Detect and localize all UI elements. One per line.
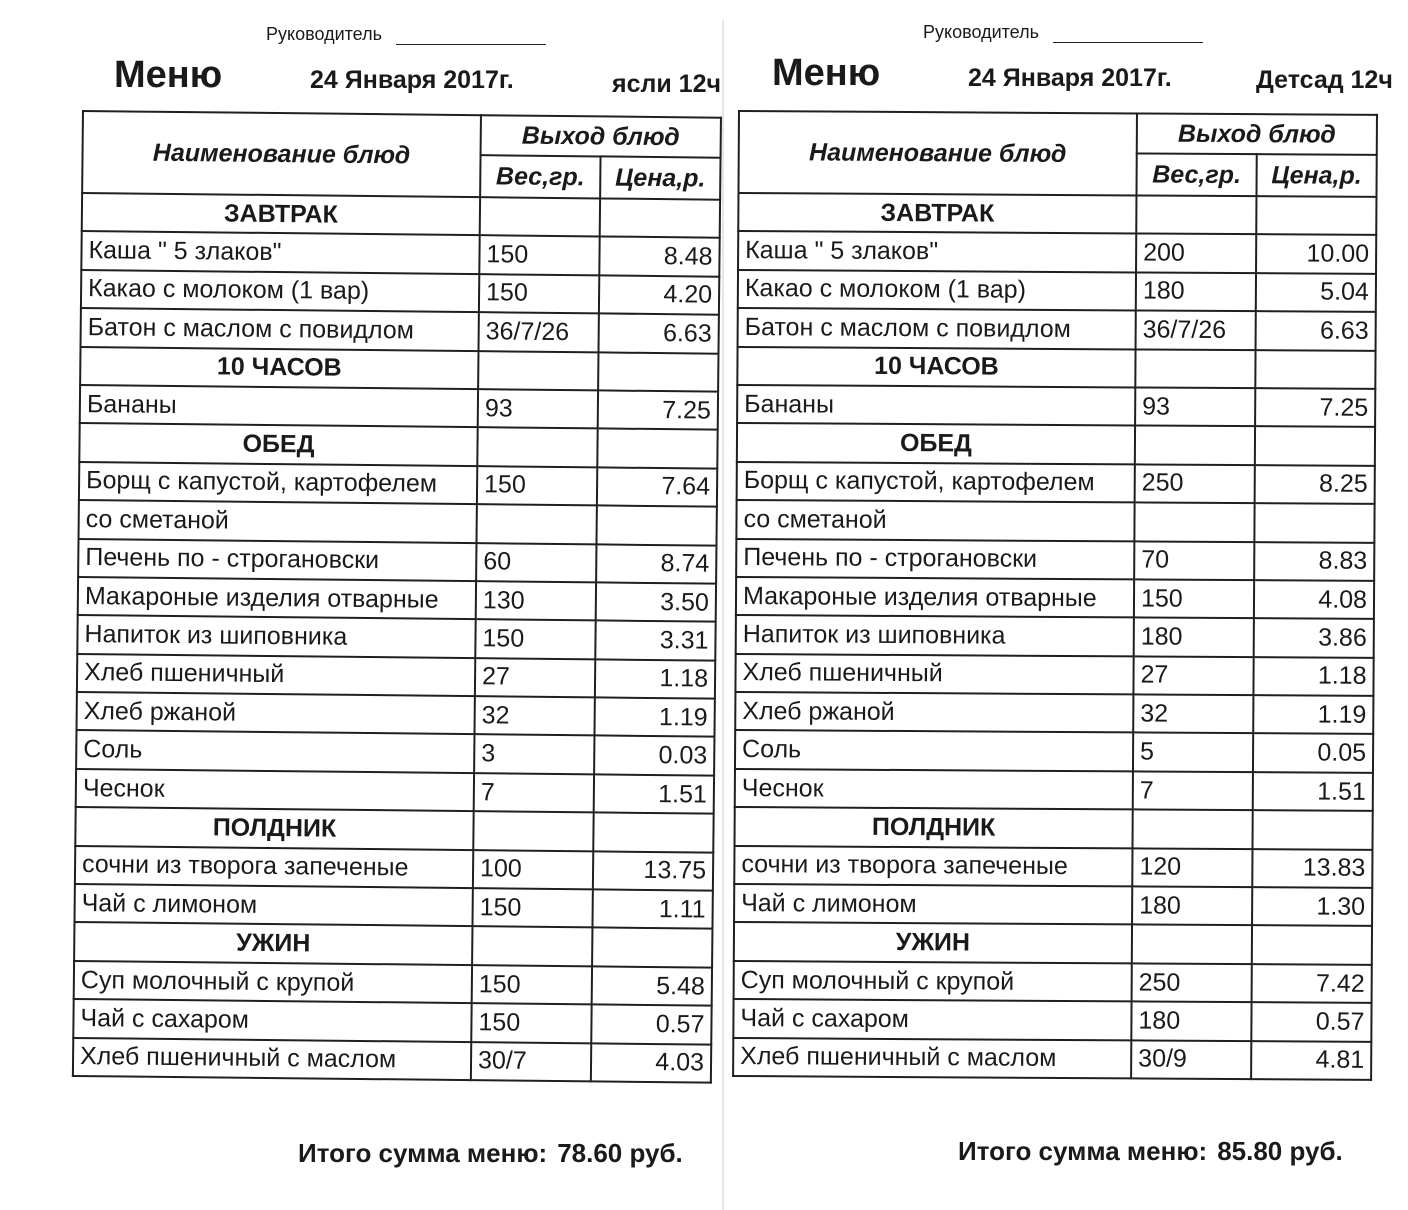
dish-price: 6.63 <box>598 314 718 354</box>
table-row <box>79 462 717 507</box>
price-cell <box>598 352 718 392</box>
total-amount: 85.80 руб. <box>1217 1136 1343 1166</box>
dish-weight: 3 <box>474 735 594 775</box>
dish-price: 4.20 <box>599 275 719 315</box>
menu-title: Меню <box>772 52 881 94</box>
header-dish-name: Наименование блюд <box>738 111 1136 195</box>
table-row <box>734 961 1372 1003</box>
table-row <box>736 539 1374 581</box>
dish-weight: 36/7/26 <box>479 312 599 352</box>
dish-price: 4.81 <box>1251 1041 1371 1080</box>
weight-cell <box>473 811 593 851</box>
table-row <box>76 730 714 775</box>
dish-weight: 93 <box>1135 387 1255 426</box>
dish-price: 13.83 <box>1252 849 1372 888</box>
section-row <box>735 807 1373 849</box>
table-row <box>735 730 1373 772</box>
dish-weight: 60 <box>476 543 596 583</box>
section-title: ОБЕД <box>737 423 1135 464</box>
price-cell <box>1256 196 1376 235</box>
section-row <box>79 423 717 468</box>
dish-weight: 150 <box>471 1003 591 1043</box>
header-yield: Выход блюд <box>481 115 721 158</box>
dish-name: Суп молочный с крупой <box>734 961 1132 1002</box>
menu-title-row <box>114 52 754 104</box>
dish-name: Борщ с капустой, картофелем <box>79 462 477 505</box>
dish-weight <box>476 504 596 544</box>
dish-name: Чай с сахаром <box>733 999 1131 1040</box>
dish-weight: 32 <box>1133 695 1253 734</box>
dish-name: Печень по - строгановски <box>78 539 476 582</box>
dish-name: Чеснок <box>76 769 474 812</box>
dish-price: 1.19 <box>594 697 714 737</box>
table-row <box>79 500 717 545</box>
dish-price: 5.04 <box>1256 273 1376 312</box>
table-row <box>75 846 713 891</box>
weight-cell <box>1132 925 1252 964</box>
dish-price: 0.57 <box>1251 1002 1371 1041</box>
section-row <box>80 347 718 392</box>
total-label: Итого сумма меню: <box>298 1138 548 1168</box>
dish-price: 0.05 <box>1253 734 1373 773</box>
table-header-row <box>83 111 721 158</box>
dish-name: Хлеб ржаной <box>735 692 1133 733</box>
dish-price: 1.30 <box>1252 887 1372 926</box>
dish-name: Борщ с капустой, картофелем <box>737 462 1135 503</box>
table-row <box>73 1038 711 1083</box>
table-row <box>738 231 1376 273</box>
dish-name: Суп молочный с крупой <box>74 961 472 1004</box>
section-title: ЗАВТРАК <box>738 193 1136 234</box>
dish-price: 1.18 <box>1253 657 1373 696</box>
section-title: 10 ЧАСОВ <box>80 347 478 390</box>
price-cell <box>1255 350 1375 389</box>
table-row <box>77 615 715 660</box>
table-row <box>733 1038 1371 1080</box>
table-row <box>77 692 715 737</box>
table-row <box>736 500 1374 542</box>
dish-name: со сметаной <box>79 500 477 543</box>
header-dish-name: Наименование блюд <box>82 111 481 197</box>
manager-signature-line <box>266 24 546 45</box>
price-cell <box>1252 810 1372 849</box>
dish-weight <box>1134 503 1254 542</box>
dish-price: 8.48 <box>599 237 719 277</box>
dish-weight: 180 <box>1134 618 1254 657</box>
dish-price <box>1254 503 1374 542</box>
dish-weight: 27 <box>1133 656 1253 695</box>
dish-weight: 5 <box>1133 733 1253 772</box>
dish-name: сочни из творога запеченые <box>734 846 1132 887</box>
table-row <box>76 769 714 814</box>
table-row <box>738 308 1376 350</box>
table-row <box>734 846 1372 888</box>
dish-name: Какао с молоком (1 вар) <box>81 270 479 313</box>
manager-signature-line <box>923 22 1203 43</box>
header-yield: Выход блюд <box>1137 113 1377 154</box>
dish-weight: 150 <box>472 965 592 1005</box>
dish-weight: 130 <box>476 581 596 621</box>
table-row <box>735 769 1373 811</box>
dish-name: Соль <box>76 730 474 773</box>
menu-title: Меню <box>114 54 223 96</box>
price-cell <box>593 813 713 853</box>
dish-name: Соль <box>735 730 1133 771</box>
table-row <box>738 270 1376 312</box>
table-row <box>81 231 719 276</box>
table-row <box>81 308 719 353</box>
dish-name: Напиток из шиповника <box>736 615 1134 656</box>
dish-price: 1.19 <box>1253 695 1373 734</box>
menu-date: 24 Января 2017г. <box>310 66 514 94</box>
dish-name: со сметаной <box>736 500 1134 541</box>
dish-price: 7.42 <box>1252 964 1372 1003</box>
menu-group: ясли 12ч <box>612 70 722 98</box>
dish-name: Бананы <box>737 385 1135 426</box>
dish-name: Напиток из шиповника <box>77 615 475 658</box>
dish-name: Чай с лимоном <box>74 884 472 927</box>
dish-weight: 100 <box>473 850 593 890</box>
weight-cell <box>477 428 597 468</box>
dish-name: Чеснок <box>735 769 1133 810</box>
dish-weight: 36/7/26 <box>1136 311 1256 350</box>
table-row <box>78 539 716 584</box>
table-row <box>77 654 715 699</box>
dish-name: Каша " 5 злаков" <box>738 231 1136 272</box>
dish-price: 7.25 <box>1255 388 1375 427</box>
price-cell <box>597 429 717 469</box>
total-label: Итого сумма меню: <box>958 1136 1208 1166</box>
table-row <box>74 884 712 929</box>
dish-weight: 150 <box>479 274 599 314</box>
section-title: ОБЕД <box>79 423 477 466</box>
menu-total <box>298 1138 683 1169</box>
weight-cell <box>1135 426 1255 465</box>
weight-cell <box>480 197 600 237</box>
price-cell <box>1252 926 1372 965</box>
dish-name: Чай с лимоном <box>734 884 1132 925</box>
dish-name: Батон с маслом с повидлом <box>738 308 1136 349</box>
section-row <box>734 922 1372 964</box>
dish-price: 8.25 <box>1255 465 1375 504</box>
section-title: УЖИН <box>74 922 472 965</box>
section-row <box>737 423 1375 465</box>
menu-total <box>958 1136 1343 1167</box>
dish-price: 7.25 <box>598 390 718 430</box>
table-row <box>736 577 1374 619</box>
price-cell <box>1255 427 1375 466</box>
dish-weight: 93 <box>478 389 598 429</box>
manager-label: Руководитель <box>266 24 382 44</box>
section-row <box>75 807 713 852</box>
table-row <box>73 999 711 1044</box>
dish-name: Бананы <box>80 385 478 428</box>
menu-sheet-kindergarten <box>728 0 1393 1210</box>
dish-weight: 70 <box>1134 541 1254 580</box>
dish-name: Каша " 5 злаков" <box>81 231 479 274</box>
dish-price: 1.51 <box>1253 772 1373 811</box>
section-title: УЖИН <box>734 922 1132 963</box>
menu-date: 24 Января 2017г. <box>968 64 1172 92</box>
dish-name: Батон с маслом с повидлом <box>81 308 479 351</box>
dish-weight: 200 <box>1136 234 1256 273</box>
table-row <box>78 577 716 622</box>
manager-label: Руководитель <box>923 22 1039 42</box>
header-weight: Вес,гр. <box>1136 153 1256 196</box>
menu-sheet-nursery <box>70 0 730 1210</box>
dish-name: Чай с сахаром <box>73 999 471 1042</box>
dish-weight: 180 <box>1131 1002 1251 1041</box>
table-row <box>735 692 1373 734</box>
dish-weight: 250 <box>1132 963 1252 1002</box>
dish-price: 7.64 <box>597 467 717 507</box>
header-price: Цена,р. <box>600 156 720 199</box>
dish-weight: 32 <box>474 696 594 736</box>
dish-weight: 30/9 <box>1131 1040 1251 1079</box>
weight-cell <box>478 351 598 391</box>
table-row <box>80 385 718 430</box>
dish-name: Хлеб пшеничный <box>735 654 1133 695</box>
table-row <box>737 385 1375 427</box>
weight-cell <box>472 927 592 967</box>
dish-price: 1.18 <box>595 659 715 699</box>
dish-price: 8.74 <box>596 544 716 584</box>
dish-price: 10.00 <box>1256 235 1376 274</box>
dish-price: 0.03 <box>594 736 714 776</box>
price-cell <box>600 198 720 238</box>
menu-table-body <box>733 111 1377 1080</box>
total-amount: 78.60 руб. <box>557 1138 683 1168</box>
dish-price: 3.50 <box>596 582 716 622</box>
menu-title-row <box>772 50 1408 102</box>
dish-weight: 27 <box>475 658 595 698</box>
dish-name: Какао с молоком (1 вар) <box>738 270 1136 311</box>
section-title: ПОЛДНИК <box>75 807 473 850</box>
signature-blank <box>1053 24 1203 43</box>
weight-cell <box>1132 810 1252 849</box>
signature-blank <box>396 26 546 45</box>
section-row <box>74 922 712 967</box>
dish-name: Хлеб пшеничный с маслом <box>733 1038 1131 1079</box>
price-cell <box>592 928 712 968</box>
dish-weight: 150 <box>475 619 595 659</box>
dish-price: 8.83 <box>1254 542 1374 581</box>
dish-price: 3.86 <box>1254 618 1374 657</box>
section-title: ПОЛДНИК <box>735 807 1133 848</box>
table-row <box>734 884 1372 926</box>
dish-weight: 120 <box>1132 848 1252 887</box>
table-row <box>736 615 1374 657</box>
dish-weight: 150 <box>472 888 592 928</box>
dish-weight: 150 <box>477 466 597 506</box>
dish-weight: 250 <box>1135 464 1255 503</box>
dish-weight: 7 <box>474 773 594 813</box>
table-row <box>81 270 719 315</box>
dish-name: Хлеб ржаной <box>77 692 475 735</box>
dish-price: 4.08 <box>1254 580 1374 619</box>
dish-price: 4.03 <box>591 1043 711 1083</box>
dish-name: Печень по - строгановски <box>736 539 1134 580</box>
weight-cell <box>1135 349 1255 388</box>
section-title: ЗАВТРАК <box>82 193 480 236</box>
dish-price: 3.31 <box>595 621 715 661</box>
dish-weight: 7 <box>1133 771 1253 810</box>
table-row <box>737 462 1375 504</box>
section-row <box>738 193 1376 235</box>
dish-price <box>596 506 716 546</box>
header-weight: Вес,гр. <box>480 155 600 198</box>
dish-weight: 180 <box>1136 272 1256 311</box>
menu-table <box>72 110 722 1084</box>
table-row <box>74 961 712 1006</box>
dish-price: 13.75 <box>593 851 713 891</box>
table-header-row <box>739 111 1377 155</box>
dish-price: 0.57 <box>591 1005 711 1045</box>
section-title: 10 ЧАСОВ <box>737 347 1135 388</box>
dish-name: Хлеб пшеничный с маслом <box>73 1038 471 1081</box>
dish-name: сочни из творога запеченые <box>75 846 473 889</box>
menu-table-body <box>73 111 721 1083</box>
dish-price: 6.63 <box>1256 311 1376 350</box>
section-row <box>82 193 720 238</box>
weight-cell <box>1136 195 1256 234</box>
table-row <box>733 999 1371 1041</box>
dish-price: 5.48 <box>592 966 712 1006</box>
dish-name: Макароные изделия отварные <box>78 577 476 620</box>
dish-weight: 150 <box>1134 579 1254 618</box>
dish-name: Макароные изделия отварные <box>736 577 1134 618</box>
header-price: Цена,р. <box>1256 154 1376 197</box>
menu-group: Детсад 12ч <box>1256 66 1393 94</box>
dish-price: 1.11 <box>592 889 712 929</box>
dish-name: Хлеб пшеничный <box>77 654 475 697</box>
dish-weight: 150 <box>479 236 599 276</box>
menu-table <box>732 110 1378 1081</box>
dish-weight: 180 <box>1132 886 1252 925</box>
dish-price: 1.51 <box>594 774 714 814</box>
dish-weight: 30/7 <box>471 1042 591 1082</box>
section-row <box>737 347 1375 389</box>
table-row <box>735 654 1373 696</box>
